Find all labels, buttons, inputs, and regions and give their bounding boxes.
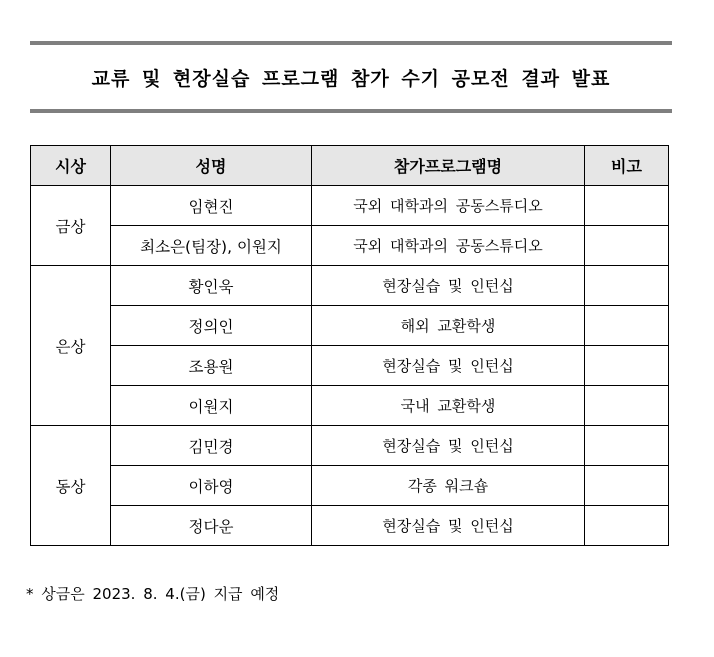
header-award: 시상 [31,146,111,186]
table-row [31,386,669,426]
name-cell: 황인욱 [111,266,312,306]
table-header-row [31,146,669,186]
results-table [30,145,669,546]
note-cell [585,226,669,266]
program-cell: 현장실습 및 인턴십 [312,346,585,386]
title-bottom-rule [30,109,672,113]
note-cell [585,466,669,506]
program-cell: 현장실습 및 인턴십 [312,266,585,306]
name-cell: 이원지 [111,386,312,426]
note-cell [585,386,669,426]
name-cell: 정다운 [111,506,312,546]
table-row [31,346,669,386]
award-cell-silver: 은상 [31,266,111,426]
note-cell [585,506,669,546]
name-cell: 정의인 [111,306,312,346]
program-cell: 각종 워크숍 [312,466,585,506]
table-row [31,226,669,266]
program-cell: 국내 교환학생 [312,386,585,426]
table-row [31,186,669,226]
header-note: 비고 [585,146,669,186]
note-cell [585,306,669,346]
note-cell [585,426,669,466]
header-program: 참가프로그램명 [312,146,585,186]
note-cell [585,186,669,226]
document-title: 교류 및 현장실습 프로그램 참가 수기 공모전 결과 발표 [91,67,611,90]
footnote: * 상금은 2023. 8. 4.(금) 지급 예정 [26,585,280,603]
table-row [31,266,669,306]
name-cell: 조용원 [111,346,312,386]
name-cell: 김민경 [111,426,312,466]
name-cell: 이하영 [111,466,312,506]
award-cell-bronze: 동상 [31,426,111,546]
program-cell: 현장실습 및 인턴십 [312,426,585,466]
award-cell-gold: 금상 [31,186,111,266]
name-cell: 임현진 [111,186,312,226]
header-name: 성명 [111,146,312,186]
note-cell [585,346,669,386]
program-cell: 해외 교환학생 [312,306,585,346]
table-row [31,466,669,506]
table-row [31,306,669,346]
table-row [31,426,669,466]
name-cell: 최소은(팀장), 이원지 [111,226,312,266]
program-cell: 현장실습 및 인턴십 [312,506,585,546]
program-cell: 국외 대학과의 공동스튜디오 [312,186,585,226]
program-cell: 국외 대학과의 공동스튜디오 [312,226,585,266]
note-cell [585,266,669,306]
table-row [31,506,669,546]
